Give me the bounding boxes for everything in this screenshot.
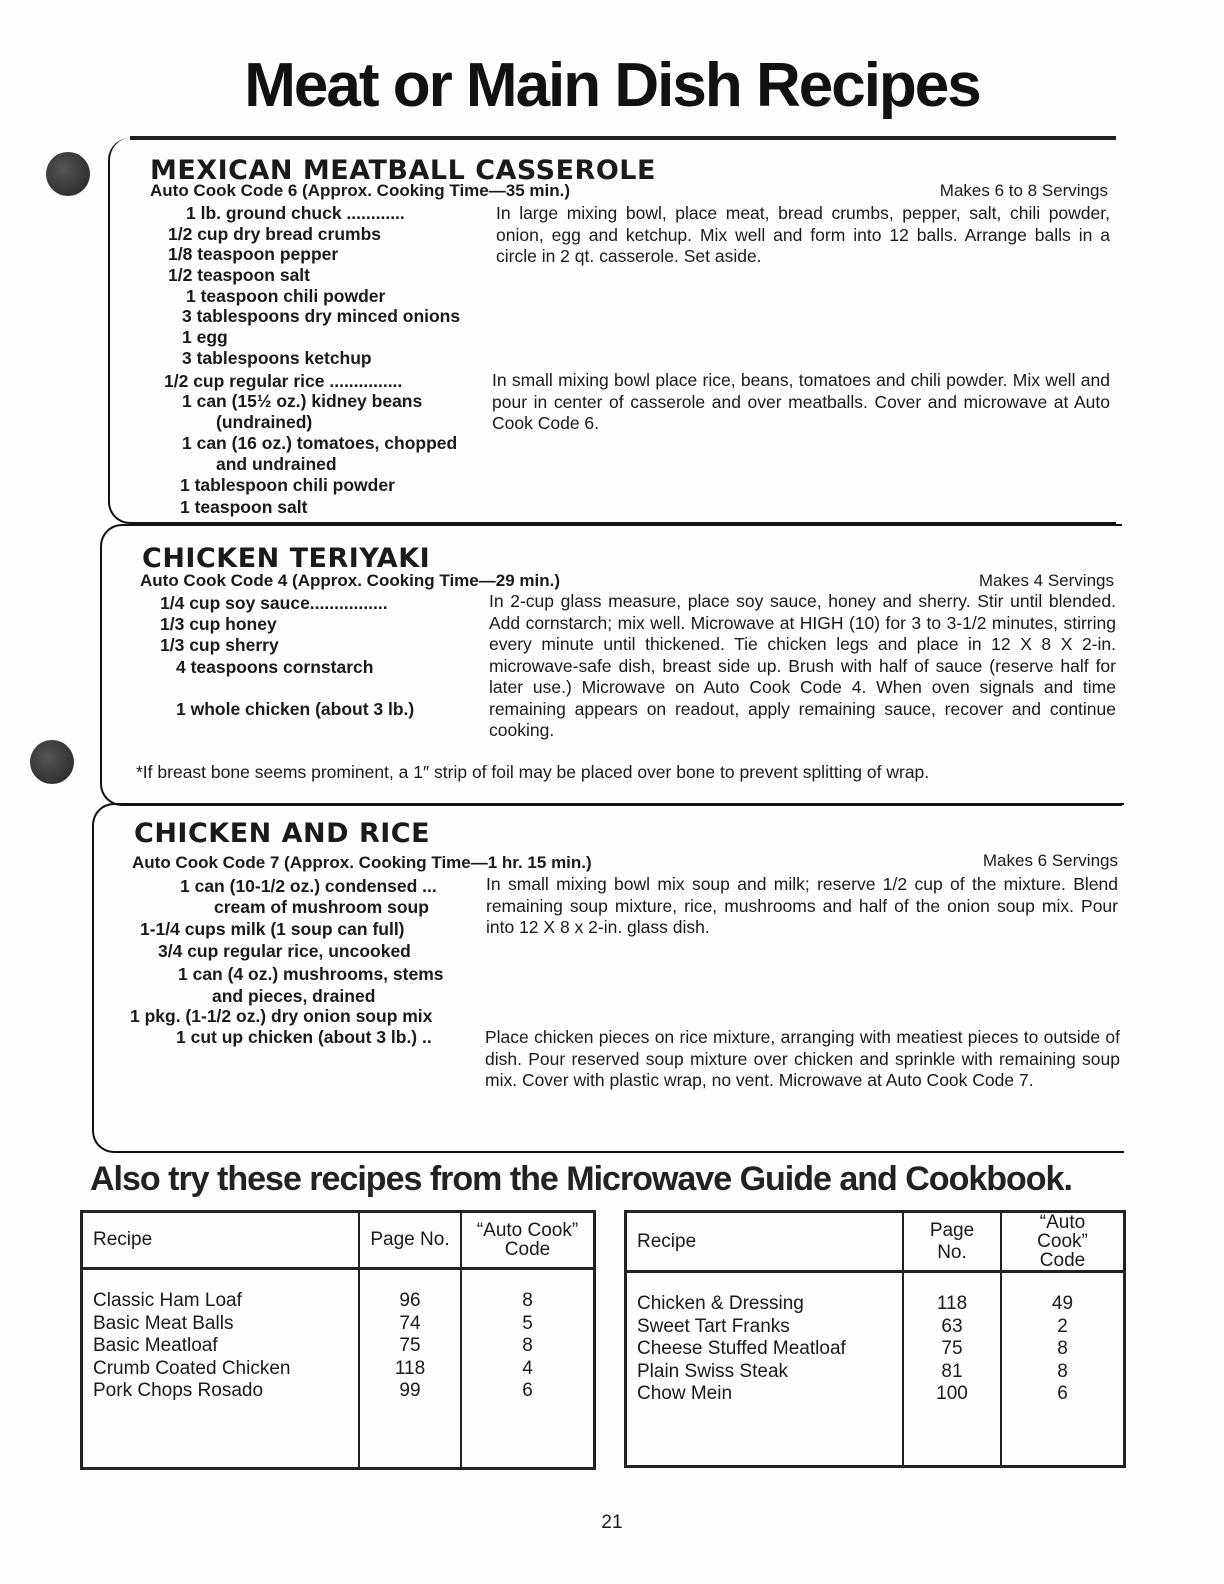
col-header-code: [461, 1212, 595, 1269]
table-cell-page: 99: [399, 1380, 421, 1401]
table-cell-recipe: Basic Meat Balls: [93, 1312, 234, 1334]
ingredient: 3 tablespoons ketchup: [182, 348, 372, 368]
ingredient: 1 teaspoon chili powder: [186, 286, 386, 306]
recipe-meta: Auto Cook Code 7 (Approx. Cooking Time—1 hr. 15 min.): [132, 853, 592, 872]
ingredient: 1 egg: [182, 327, 228, 347]
page-title: Meat or Main Dish Recipes: [244, 51, 980, 120]
table-cell-recipe: Basic Meatloaf: [93, 1335, 218, 1356]
ingredient: 1 can (4 oz.) mushrooms, stems: [178, 964, 444, 984]
table-cell-page: 118: [394, 1357, 426, 1379]
binder-hole-icon: [30, 740, 74, 784]
recipe-title: CHICKEN AND RICE: [134, 818, 431, 849]
ingredient: 3/4 cup regular rice, uncooked: [158, 941, 411, 961]
ingredient: 3 tablespoons dry minced onions: [182, 306, 461, 326]
ingredient: 1-1/4 cups milk (1 soup can full): [140, 919, 405, 939]
recipe-note: *If breast bone seems prominent, a 1″ strip of foil may be placed over bone to prevent splitting of wrap.: [136, 762, 930, 782]
table-cell-recipe: Plain Swiss Steak: [637, 1360, 789, 1382]
ingredient: 1/4 cup soy sauce................: [160, 593, 388, 613]
ingredient: 1 tablespoon chili powder: [180, 475, 395, 495]
recipe-table-left: [80, 1210, 596, 1470]
ingredient: and undrained: [216, 454, 337, 474]
ingredient: 1 can (15½ oz.) kidney beans: [182, 391, 423, 411]
table-cell-code: 2: [1057, 1315, 1068, 1337]
col-header-page: Page No.: [903, 1212, 1001, 1272]
ingredient: 1 whole chicken (about 3 lb.): [176, 699, 415, 719]
col-header-code-line1: “Auto Cook”: [476, 1220, 579, 1241]
recipe-servings: Makes 6 Servings: [982, 851, 1118, 870]
recipe-title: CHICKEN TERIYAKI: [142, 543, 431, 574]
table-cell-page: 81: [941, 1360, 963, 1382]
recipe-directions: In large mixing bowl, place meat, bread crumbs, pepper, salt, chili powder, onion, egg and ketchup. Mix well and form into 12 balls. Arrange balls in a circle in 2 qt. casserole. Set aside.: [496, 203, 1110, 266]
ingredient: 4 teaspoons cornstarch: [176, 657, 374, 677]
ingredient: 1/3 cup sherry: [160, 635, 279, 655]
page-number-column: [359, 1269, 461, 1469]
binder-hole-icon: [46, 152, 90, 196]
table-cell-recipe: Classic Ham Loaf: [93, 1290, 242, 1311]
page-number-column: [903, 1272, 1001, 1467]
ingredient: 1 can (10-1/2 oz.) condensed ...: [180, 876, 437, 896]
table-cell-code: 5: [522, 1312, 533, 1334]
table-cell-code: 8: [522, 1290, 533, 1311]
col-header-page: Page No.: [359, 1212, 461, 1269]
table-cell-code: 8: [522, 1335, 533, 1356]
recipe-directions: Place chicken pieces on rice mixture, arranging with meatiest pieces to outside of dish. Pour reserved soup mixture over chicken and sprinkle with remaining soup mix. Cover with plastic wrap, no vent. Microwave at Auto Cook Code 7.: [485, 1027, 1120, 1090]
auto-cook-code-column: [461, 1269, 595, 1469]
col-header-code-line1: “Auto Cook”: [1037, 1212, 1088, 1252]
ingredient: 1/2 cup dry bread crumbs: [168, 224, 381, 244]
table-cell-recipe: Crumb Coated Chicken: [93, 1357, 291, 1379]
table-cell-code: 8: [1057, 1360, 1068, 1382]
table-cell-code: 6: [522, 1380, 533, 1401]
recipe-directions: In 2-cup glass measure, place soy sauce, honey and sherry. Stir until blended. Add cornstarch; mix well. Microwave at HIGH (10) for 3 to 3-1/2 minutes, stirring every minute until thickened. Tie chicken legs and place in 12 X 8 X 2-in. microwave-safe dish, breast side up. Brush with half of sauce (reserve half for later use.) Microwave on Auto Cook Code 4. When oven signals and time remaining appears on readout, apply remaining sauce, recover and continue cooking.: [489, 591, 1116, 740]
ingredient: cream of mushroom soup: [214, 897, 429, 917]
ingredient: 1 cut up chicken (about 3 lb.) ..: [176, 1027, 432, 1047]
table-cell-page: 96: [399, 1290, 421, 1311]
also-try-heading: Also try these recipes from the Microwave Guide and Cookbook.: [90, 1160, 1072, 1198]
ingredient: 1 teaspoon salt: [180, 497, 308, 517]
recipe-table-right: [624, 1210, 1126, 1468]
recipe-directions: In small mixing bowl place rice, beans, tomatoes and chili powder. Mix well and pour in center of casserole and over meatballs. Cover and microwave at Auto Cook Code 6.: [492, 370, 1110, 433]
recipe-name-column: [82, 1269, 360, 1469]
table-cell-code: 4: [522, 1357, 533, 1379]
col-header-recipe: Recipe: [626, 1212, 904, 1272]
table-cell-page: 74: [399, 1312, 421, 1334]
ingredient: (undrained): [216, 412, 313, 432]
recipe-meta: Auto Cook Code 4 (Approx. Cooking Time—29 min.): [140, 571, 560, 590]
table-cell-page: 75: [399, 1335, 421, 1356]
ingredient: 1 can (16 oz.) tomatoes, chopped: [182, 433, 458, 453]
recipe-servings: Makes 6 to 8 Servings: [939, 181, 1108, 200]
recipe-name-column: [626, 1272, 904, 1467]
table-cell-page: 63: [941, 1315, 963, 1337]
col-header-recipe: Recipe: [82, 1212, 360, 1269]
table-cell-recipe: Pork Chops Rosado: [93, 1380, 264, 1401]
ingredient: 1 pkg. (1-1/2 oz.) dry onion soup mix: [130, 1006, 433, 1026]
table-cell-code: 49: [1051, 1293, 1074, 1314]
ingredient: 1/2 teaspoon salt: [168, 265, 310, 285]
recipe-directions: In small mixing bowl mix soup and milk; reserve 1/2 cup of the mixture. Blend remaining soup mixture, rice, mushrooms and half of the onion soup mix. Pour into 12 X 8 x 2-in. glass dish.: [486, 874, 1118, 937]
col-header-code: [1001, 1212, 1125, 1272]
ingredient: 1/2 cup regular rice ...............: [164, 371, 403, 391]
page-number: 21: [601, 1512, 623, 1533]
table-cell-page: 118: [936, 1293, 968, 1314]
ingredient: 1 lb. ground chuck ............: [186, 203, 405, 223]
recipe-title: MEXICAN MEATBALL CASSEROLE: [150, 155, 656, 186]
ingredient: 1/3 cup honey: [160, 614, 277, 634]
col-header-code-line2: Code: [1039, 1250, 1086, 1271]
table-cell-code: 8: [1057, 1338, 1068, 1359]
col-header-code-line2: Code: [504, 1239, 551, 1260]
ingredient: 1/8 teaspoon pepper: [168, 244, 339, 264]
table-cell-page: 75: [941, 1338, 963, 1359]
ingredient: and pieces, drained: [212, 986, 376, 1006]
table-cell-code: 6: [1057, 1383, 1068, 1404]
table-cell-recipe: Sweet Tart Franks: [637, 1315, 790, 1337]
table-cell-page: 100: [936, 1383, 968, 1404]
auto-cook-code-column: [1001, 1272, 1125, 1467]
table-cell-recipe: Cheese Stuffed Meatloaf: [637, 1338, 846, 1359]
table-cell-recipe: Chow Mein: [637, 1383, 733, 1404]
recipe-meta: Auto Cook Code 6 (Approx. Cooking Time—35 min.): [150, 181, 570, 200]
recipe-servings: Makes 4 Servings: [978, 571, 1114, 590]
table-cell-recipe: Chicken & Dressing: [637, 1293, 804, 1314]
